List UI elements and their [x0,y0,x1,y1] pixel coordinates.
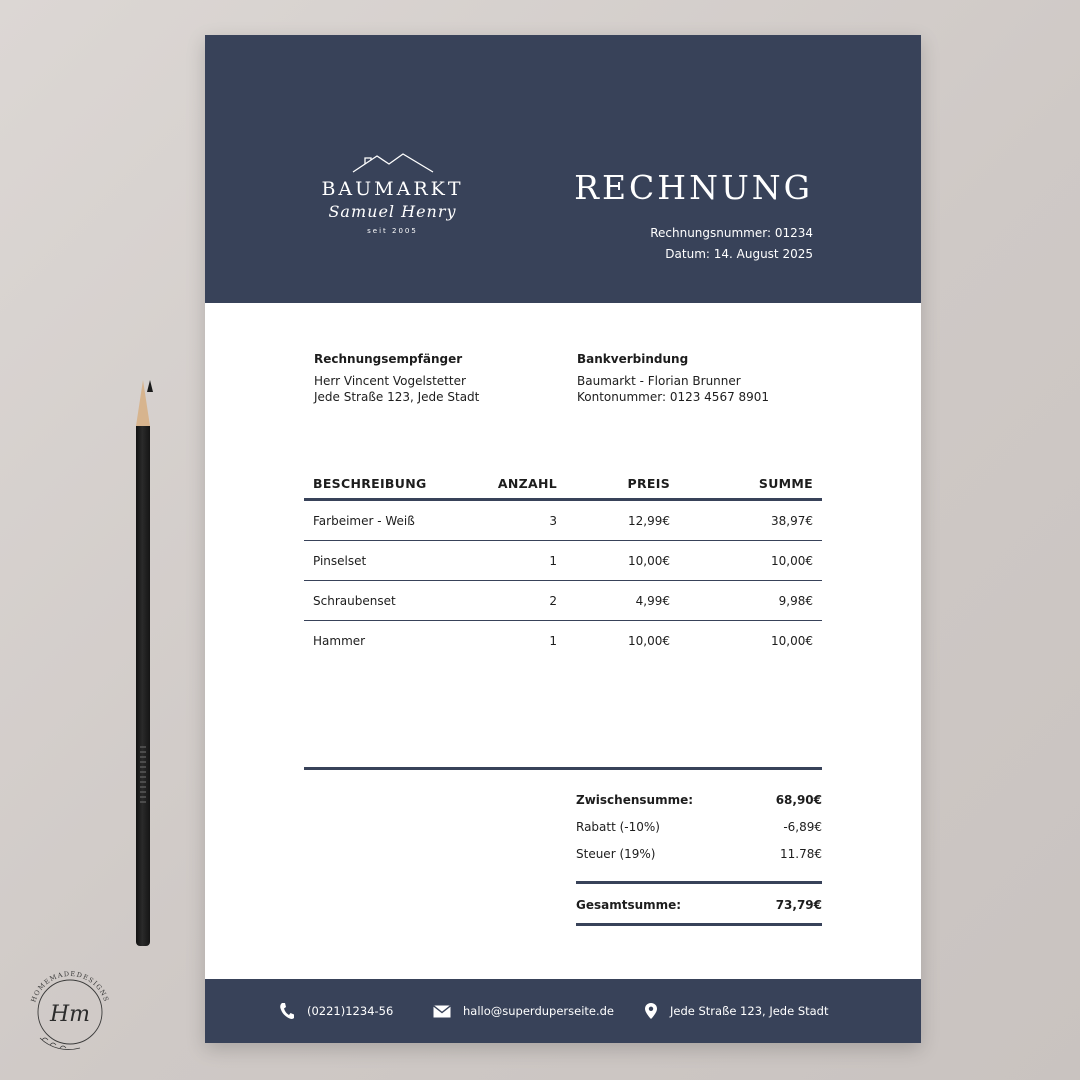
grand-total-label: Gesamtsumme: [576,897,682,912]
total-bottom-divider [576,923,822,926]
footer-address [644,979,828,1043]
cell-description: Hammer [313,633,366,648]
recipient-line2: Jede Straße 123, Jede Stadt [314,390,480,404]
total-top-divider [576,881,822,884]
recipient-line1: Herr Vincent Vogelstetter [314,374,466,388]
watermark-stamp [20,960,120,1060]
cell-price: 10,00€ [628,633,670,648]
cell-quantity: 3 [454,500,566,541]
tax-label: Steuer (19%) [576,846,656,861]
mail-icon [433,1005,451,1018]
invoice-number: Rechnungsnummer: 01234 [650,226,813,240]
tax-value: 11.78€ [780,846,822,861]
location-pin-icon [644,1002,658,1020]
cell-total: 38,97€ [679,500,822,541]
logo-brand: BAUMARKT [321,178,464,200]
table-row [304,500,822,541]
cell-quantity: 1 [549,633,557,648]
table-row [304,581,822,621]
footer-address-text: Jede Straße 123, Jede Stadt [670,1004,829,1018]
bank-block [577,351,769,405]
invoice-paper [205,35,921,1043]
footer-phone [279,979,393,1043]
footer-phone-text: (0221)1234-56 [307,1004,394,1018]
cell-total: 10,00€ [771,633,813,648]
subtotal-row [576,786,822,813]
recipient-heading: Rechnungsempfänger [314,352,463,366]
recipient-block [314,351,479,405]
cell-quantity: 2 [454,581,566,621]
invoice-header [205,35,921,303]
stamp-text: HOMEMADEDESIGNS [29,969,111,1004]
cell-description: Pinselset [304,541,454,581]
bank-line2: Kontonummer: 0123 4567 8901 [577,390,770,404]
cell-price: 12,99€ [566,500,679,541]
discount-row [576,813,822,840]
col-quantity: ANZAHL [454,472,566,500]
items-table [304,472,822,660]
cell-description: Farbeimer - Weiß [304,500,454,541]
stamp-initials: Hm [49,1002,91,1027]
subtotal-label: Zwischensumme: [576,792,694,807]
pencil-icon [136,380,150,955]
col-price: PREIS [566,472,679,500]
cell-price: 4,99€ [566,581,679,621]
col-description: BESCHREIBUNG [304,472,454,500]
table-row [304,621,822,661]
grand-total-row [576,891,822,918]
cell-total: 9,98€ [679,581,822,621]
grand-total-block [576,891,822,918]
grand-total-value: 73,79€ [775,897,822,912]
cell-price: 10,00€ [566,541,679,581]
company-logo [310,150,475,235]
table-row [304,541,822,581]
phone-icon [279,1002,295,1020]
totals-block [576,786,822,867]
discount-label: Rabatt (-10%) [576,819,660,834]
tax-row [576,840,822,867]
cell-quantity: 1 [454,541,566,581]
invoice-footer [205,979,921,1043]
invoice-meta [650,223,813,265]
pencil-tip [136,380,150,426]
discount-value: -6,89€ [783,819,822,834]
footer-email [433,979,614,1043]
cell-description: Schraubenset [304,581,454,621]
logo-since: seit 2005 [367,227,418,235]
table-header-row [304,472,822,500]
logo-script: Samuel Henry [328,202,457,221]
svg-text:HOMEMADEDESIGNS [29,970,110,1003]
invoice-title: RECHNUNG [574,168,813,207]
pencil-body [136,426,150,946]
invoice-date: Datum: 14. August 2025 [665,247,813,261]
footer-email-text: hallo@superduperseite.de [463,1004,615,1018]
house-roof-icon [351,150,435,174]
bank-heading: Bankverbindung [577,352,689,366]
cell-total: 10,00€ [679,541,822,581]
col-total: SUMME [679,472,822,500]
bank-line1: Baumarkt - Florian Brunner [577,374,741,388]
subtotal-value: 68,90€ [775,792,822,807]
table-end-divider [304,767,822,770]
